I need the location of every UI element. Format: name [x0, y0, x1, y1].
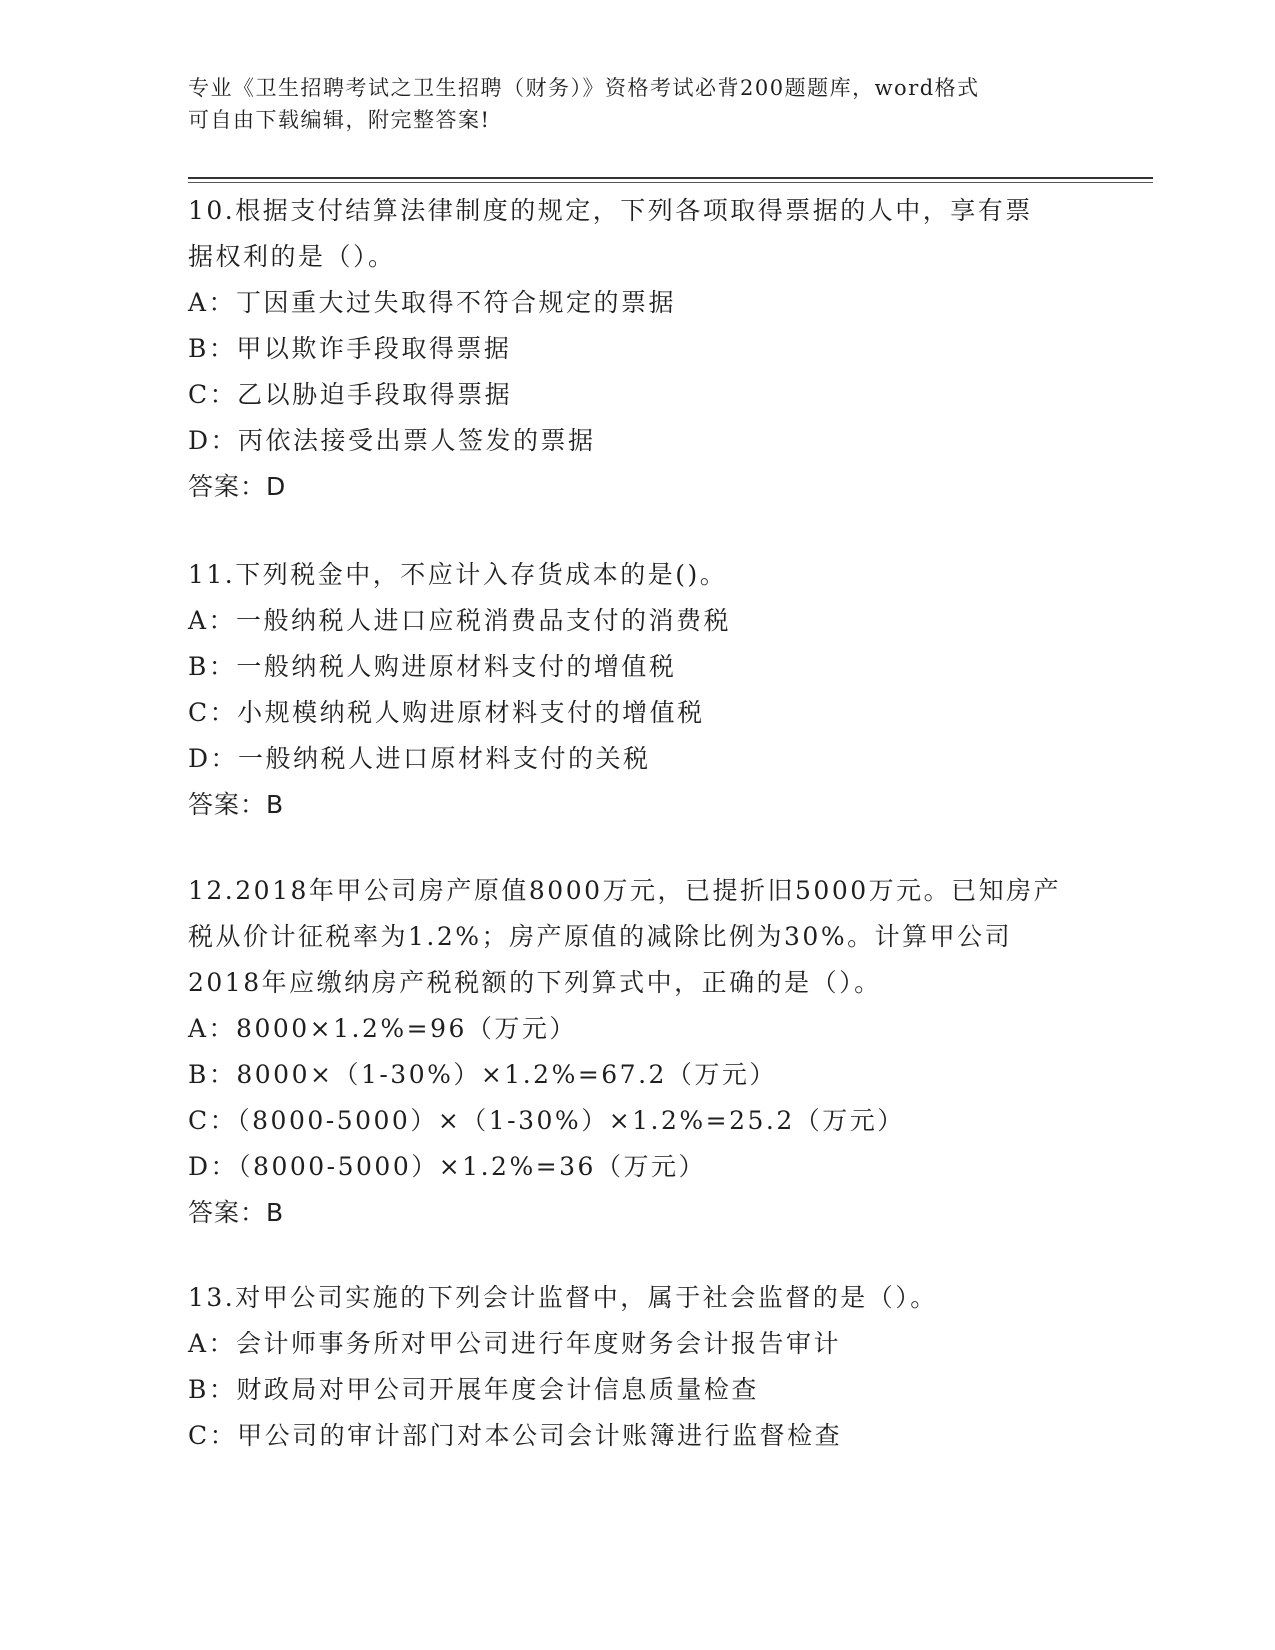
option-c: C：（8000-5000）×（1-30%）×1.2%=25.2（万元） [188, 1106, 905, 1135]
question-stem: 12.2018年甲公司房产原值8000万元，已提折旧5000万元。已知房产 [188, 876, 1062, 905]
answer-line: 答案：B [188, 1198, 285, 1227]
option-a: A：8000×1.2%=96（万元） [188, 1014, 577, 1043]
option-b: B：甲以欺诈手段取得票据 [188, 334, 512, 363]
option-a: A：一般纳税人进口应税消费品支付的消费税 [188, 606, 732, 635]
question-stem: 10.根据支付结算法律制度的规定，下列各项取得票据的人中，享有票 [188, 196, 1033, 225]
option-b: B：财政局对甲公司开展年度会计信息质量检查 [188, 1375, 759, 1404]
question-13 [188, 1275, 1088, 1459]
option-d: D：（8000-5000）×1.2%=36（万元） [188, 1152, 706, 1181]
question-stem: 据权利的是（）。 [188, 242, 396, 271]
question-stem: 11.下列税金中，不应计入存货成本的是()。 [188, 560, 728, 589]
answer-line: 答案：B [188, 790, 285, 819]
answer-line: 答案：D [188, 472, 287, 501]
header-divider-thin [188, 182, 1153, 183]
question-11 [188, 552, 1088, 828]
option-b: B：一般纳税人购进原材料支付的增值税 [188, 652, 677, 681]
question-stem: 2018年应缴纳房产税税额的下列算式中，正确的是（）。 [188, 968, 882, 997]
question-12 [188, 868, 1088, 1236]
option-b: B：8000×（1-30%）×1.2%=67.2（万元） [188, 1060, 777, 1089]
question-stem: 税从价计征税率为1.2%；房产原值的减除比例为30%。计算甲公司 [188, 922, 1013, 951]
option-a: A：丁因重大过失取得不符合规定的票据 [188, 288, 677, 317]
option-c: C：甲公司的审计部门对本公司会计账簿进行监督检查 [188, 1421, 843, 1450]
option-d: D：一般纳税人进口原材料支付的关税 [188, 744, 651, 773]
option-c: C：小规模纳税人购进原材料支付的增值税 [188, 698, 705, 727]
header-title-line: 专业《卫生招聘考试之卫生招聘（财务）》资格考试必背200题题库，word格式 [188, 76, 980, 100]
option-a: A：会计师事务所对甲公司进行年度财务会计报告审计 [188, 1329, 842, 1358]
question-stem: 13.对甲公司实施的下列会计监督中，属于社会监督的是（）。 [188, 1283, 938, 1312]
option-c: C：乙以胁迫手段取得票据 [188, 380, 513, 409]
header-subtitle-line: 可自由下载编辑，附完整答案! [188, 108, 491, 132]
document-header [188, 72, 1068, 136]
header-divider-thick [188, 177, 1153, 179]
question-10 [188, 188, 1088, 510]
option-d: D：丙依法接受出票人签发的票据 [188, 426, 596, 455]
